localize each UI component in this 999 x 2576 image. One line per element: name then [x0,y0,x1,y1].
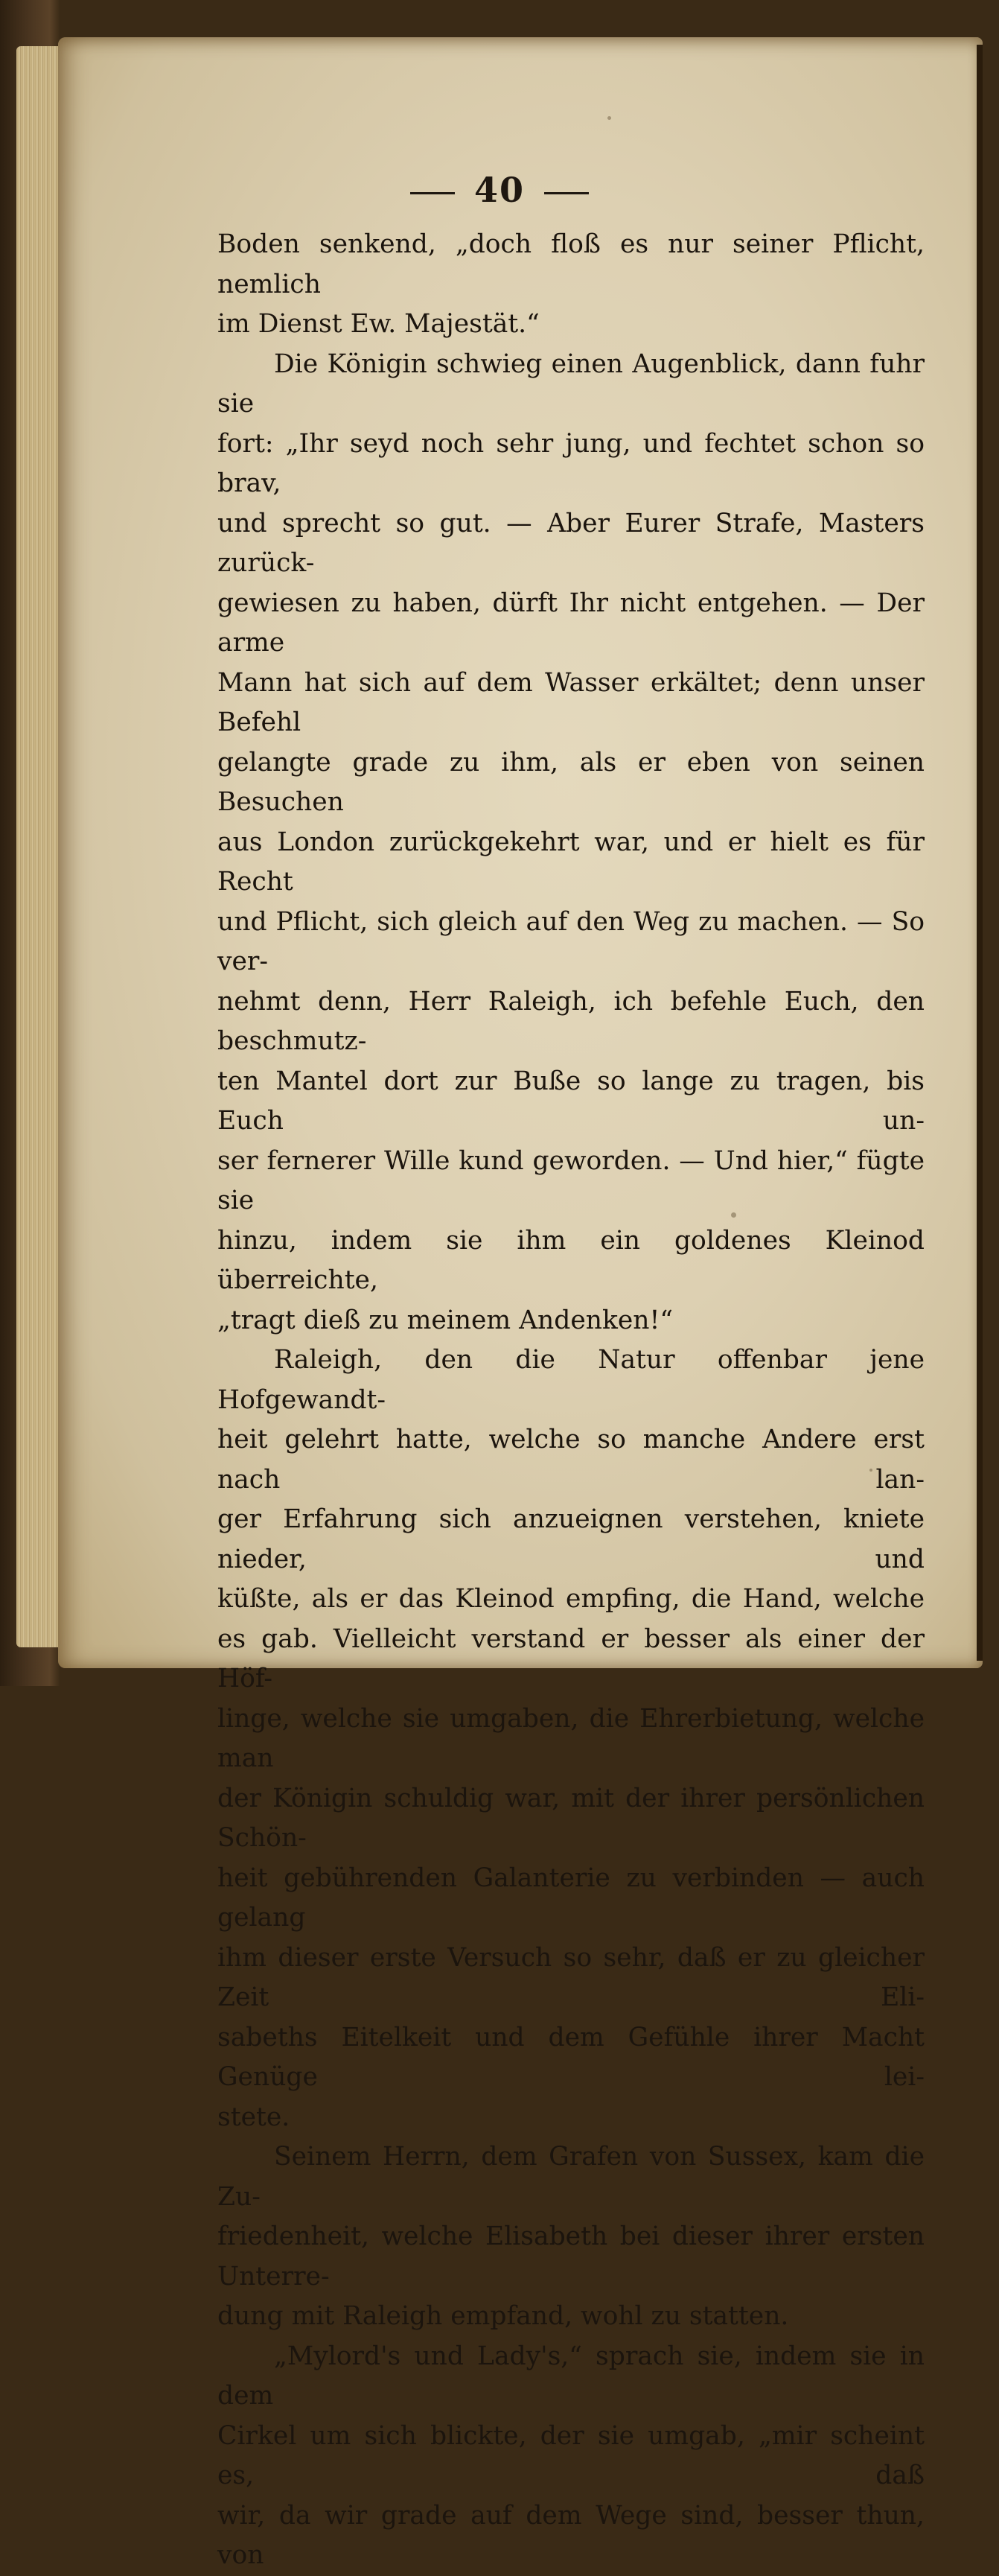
text-line: Cirkel um sich blickte, der sie umgab, „mir scheint es, daß [217,2420,925,2490]
header-dash-right [544,192,589,194]
text-line: ten Mantel dort zur Buße so lange zu tragen, bis Euch un- [217,1066,925,1136]
text-line: Boden senkend, „doch floß es nur seiner Pflicht, nemlich [217,229,925,299]
text-line: heit gebührenden Galanterie zu verbinden — auch gelang [217,1863,925,1933]
text-line: im Dienst Ew. Majestät.“ [217,309,540,339]
text-line: nehmt denn, Herr Raleigh, ich befehle Euch, den beschmutz- [217,986,925,1056]
text-line: Mann hat sich auf dem Wasser erkältet; denn unser Befehl [217,667,925,737]
text-line: „Mylord's und Lady's,“ sprach sie, indem sie in dem [217,2341,925,2411]
paper-speck [607,116,611,120]
text-line: Raleigh, den die Natur offenbar jene Hofgewandt- [217,1345,925,1415]
text-line: ger Erfahrung sich anzueignen verstehen, kniete nieder, und [217,1504,925,1574]
page-header [0,170,999,210]
text-line: aus London zurückgekehrt war, und er hielt es für Recht [217,827,925,897]
text-line: und Pflicht, sich gleich auf den Weg zu machen. — So ver- [217,906,925,976]
text-line: fort: „Ihr seyd noch sehr jung, und fechtet schon so brav, [217,428,925,498]
text-line: heit gelehrt hatte, welche so manche Andere erst nach lan- [217,1425,925,1495]
text-line: küßte, als er das Kleinod empfing, die Hand, welche [217,1584,925,1614]
text-line: Seinem Herrn, dem Grafen von Sussex, kam die Zu- [217,2142,925,2212]
text-line: gewiesen zu haben, dürft Ihr nicht entgehen. — Der arme [217,588,925,658]
text-line: stete. [217,2102,290,2132]
text-line: der Königin schuldig war, mit der ihrer persönlichen Schön- [217,1783,925,1853]
text-line: Die Königin schwieg einen Augenblick, dann fuhr sie [217,349,925,419]
text-line: ihm dieser erste Versuch so sehr, daß er zu gleicher Zeit Eli- [217,1942,925,2012]
text-line: es gab. Vielleicht verstand er besser als einer der Höf- [217,1623,925,1694]
header-dash-left [410,192,455,194]
text-line: und sprecht so gut. — Aber Eurer Strafe, Masters zurück- [217,508,925,578]
text-line: gelangte grade zu ihm, als er eben von seinen Besuchen [217,747,925,817]
text-line: dung mit Raleigh empfand, wohl zu statten. [217,2301,789,2331]
text-line: sabeths Eitelkeit und dem Gefühle ihrer Macht Genüge lei- [217,2022,925,2092]
page-edges [16,46,61,1647]
text-line: wir, da wir grade auf dem Wege sind, besser thun, von [217,2500,925,2570]
text-line: „tragt dieß zu meinem Andenken!“ [217,1305,674,1335]
body-text [217,225,925,2576]
text-line: friedenheit, welche Elisabeth bei dieser ihrer ersten Unterre- [217,2222,925,2292]
text-line: hinzu, indem sie ihm ein goldenes Kleinod überreichte, [217,1225,925,1295]
cover-edge [977,45,983,1661]
text-line: linge, welche sie umgaben, die Ehrerbietung, welche man [217,1703,925,1773]
page-number: 40 [473,170,525,210]
text-line: ser fernerer Wille kund geworden. — Und hier,“ fügte sie [217,1145,925,1215]
